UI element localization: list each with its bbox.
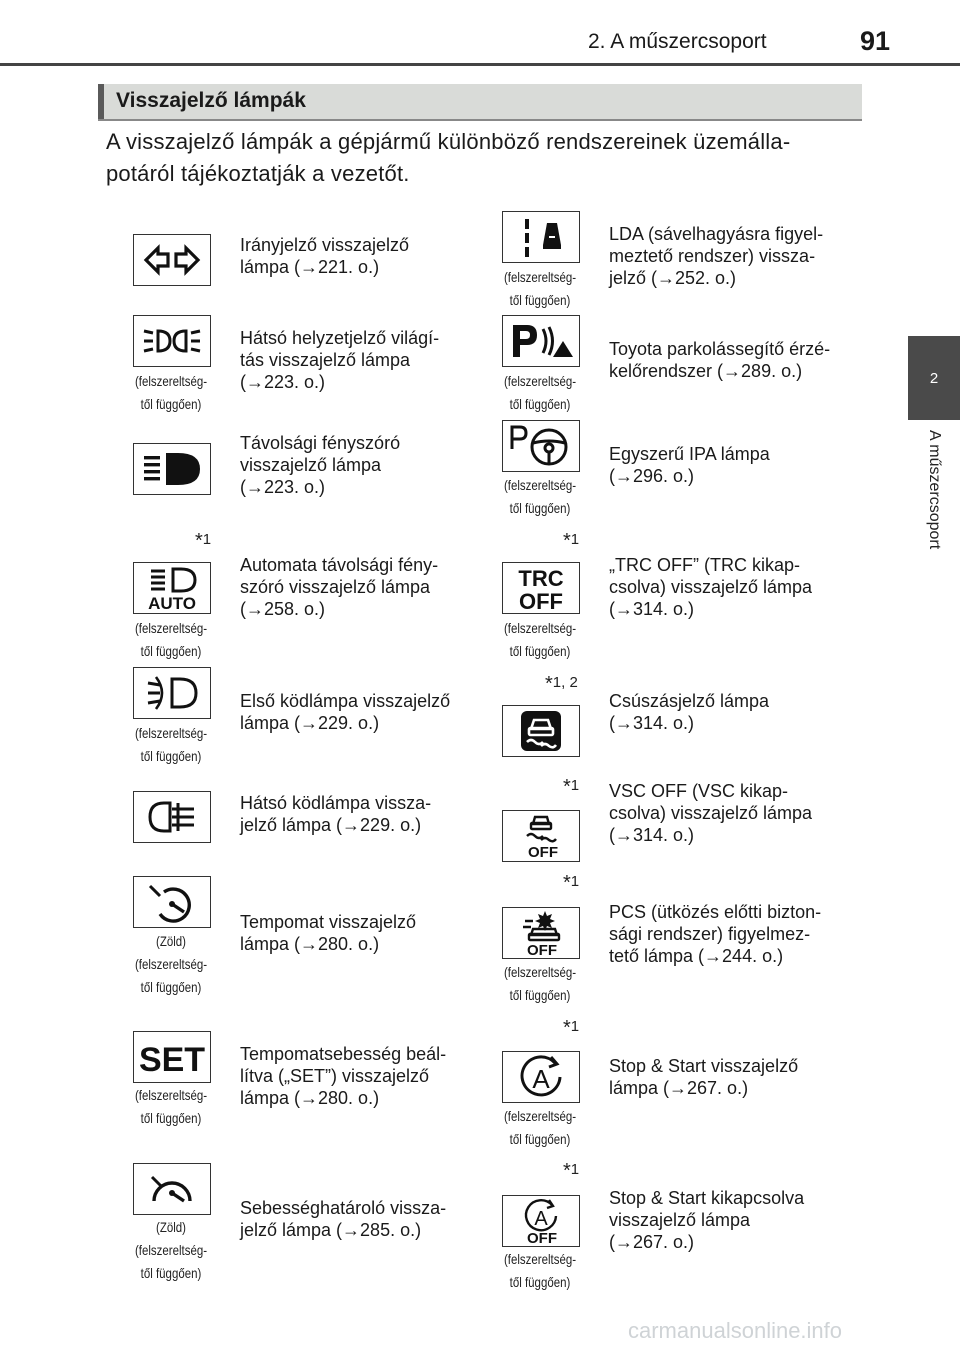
footnote-marker: *1 [563, 1160, 580, 1182]
item-desc-front-fog: Első ködlámpa visszajelző lámpa (→229. o.) [240, 691, 451, 733]
speed-limiter-indicator-icon [133, 1163, 211, 1215]
stop-start-indicator-icon [502, 1051, 580, 1103]
item-desc-stop-start-off: Stop & Start kikapcsolva visszajelző lámpa (→267. o.) [609, 1188, 805, 1252]
availability-note: (felszereltség- től függően) [134, 620, 208, 659]
item-desc-cruise-control: Tempomat visszajelző lámpa (→280. o.) [240, 912, 417, 954]
page-number: 91 [859, 26, 890, 56]
svg-text:OFF: OFF [528, 844, 558, 860]
availability-note: (felszereltség- től függően) [134, 373, 208, 412]
auto-high-beam-indicator-icon [133, 562, 211, 614]
slip-indicator-icon [502, 705, 580, 757]
cruise-set-indicator-icon [133, 1031, 211, 1083]
availability-note: (felszereltség- től függően) [503, 373, 577, 412]
cruise-control-indicator-icon [133, 876, 211, 928]
header-rule [0, 63, 960, 66]
item-desc-cruise-set: Tempomatsebesség beál- lítva („SET”) visszajelző lámpa (→280. o.) [240, 1044, 447, 1108]
chapter-tab [908, 336, 960, 420]
stop-start-off-indicator-icon [502, 1195, 580, 1247]
item-desc-simple-ipa: Egyszerű IPA lámpa (→296. o.) [609, 444, 770, 486]
svg-text:SET: SET [138, 1041, 206, 1079]
availability-note: (felszereltség- től függően) [503, 1108, 577, 1147]
section-title: Visszajelző lámpák [116, 89, 306, 112]
footnote-marker: *1 [563, 776, 580, 798]
item-desc-parking-assist: Toyota parkolássegítő érzé- kelőrendszer (→289. o.) [609, 339, 831, 381]
svg-text:TRC: TRC [518, 566, 564, 591]
footnote-marker: *1 [563, 530, 580, 552]
item-desc-turn-signal: Irányjelző visszajelző lámpa (→221. o.) [240, 235, 410, 277]
footnote-marker: *1 [563, 872, 580, 894]
front-fog-indicator-icon [133, 667, 211, 719]
availability-note: (Zöld) (felszereltség- től függően) [134, 1219, 208, 1281]
footnote-marker: *1 [563, 1017, 580, 1039]
item-desc-vsc-off: VSC OFF (VSC kikap- csolva) visszajelző lámpa (→314. o.) [609, 781, 813, 845]
item-desc-high-beam: Távolsági fényszóró visszajelző lámpa (→223. o.) [240, 433, 401, 497]
item-desc-trc-off: „TRC OFF” (TRC kikap- csolva) visszajelző lámpa (→314. o.) [609, 555, 813, 619]
trc-off-indicator-icon [502, 562, 580, 614]
footnote-marker: *1 [195, 530, 212, 552]
item-desc-auto-high-beam: Automata távolsági fény- szóró visszajelző lámpa (→258. o.) [240, 555, 439, 619]
rear-fog-indicator-icon [133, 791, 211, 843]
availability-note: (felszereltség- től függően) [503, 269, 577, 308]
item-desc-slip-indicator: Csúszásjelző lámpa (→314. o.) [609, 691, 770, 733]
svg-text:OFF: OFF [527, 1230, 557, 1245]
item-desc-pcs: PCS (ütközés előtti bizton- sági rendszer) figyelmez- tető lámpa (→244. o.) [609, 902, 822, 966]
section-rule [98, 119, 862, 121]
availability-note: (felszereltség- től függően) [503, 620, 577, 659]
lda-indicator-icon [502, 211, 580, 263]
parking-assist-indicator-icon [502, 315, 580, 367]
section-header [98, 84, 862, 120]
item-desc-stop-start: Stop & Start visszajelző lámpa (→267. o.) [609, 1056, 799, 1098]
svg-text:OFF: OFF [519, 589, 563, 612]
intro-text: A visszajelző lámpák a gépjármű különböző rendszereinek üzemálla- potáról tájékoztatják a vezetőt. [106, 129, 791, 186]
availability-note: (felszereltség- től függően) [134, 1087, 208, 1126]
footnote-marker: *1, 2 [545, 673, 578, 695]
turn-signal-indicator-icon [133, 234, 211, 286]
svg-text:AUTO: AUTO [148, 594, 196, 611]
watermark: carmanualsonline.info [628, 1318, 843, 1343]
availability-note: (felszereltség- től függően) [134, 725, 208, 764]
availability-note: (felszereltség- től függően) [503, 477, 577, 516]
availability-note: (Zöld) (felszereltség- től függően) [134, 933, 208, 995]
availability-note: (felszereltség- től függően) [503, 964, 577, 1003]
vsc-off-indicator-icon [502, 810, 580, 862]
item-desc-lda: LDA (sávelhagyásra figyel- meztető rendszer) vissza- jelző (→252. o.) [609, 224, 824, 288]
item-desc-tail-light: Hátsó helyzetjelző világí- tás visszajelző lámpa (→223. o.) [240, 328, 440, 392]
chapter-title: 2. A műszercsoport [588, 30, 767, 53]
intro-paragraph [106, 126, 866, 190]
tail-light-indicator-icon [133, 315, 211, 367]
simple-ipa-indicator-icon [502, 420, 580, 472]
chapter-tab-number: 2 [929, 369, 939, 387]
high-beam-indicator-icon [133, 443, 211, 495]
availability-note: (felszereltség- től függően) [503, 1251, 577, 1290]
pcs-warning-indicator-icon [502, 907, 580, 959]
item-desc-rear-fog: Hátsó ködlámpa vissza- jelző lámpa (→229. o.) [240, 793, 432, 835]
svg-text:A: A [534, 1208, 548, 1230]
svg-text:A: A [532, 1064, 550, 1094]
svg-text:OFF: OFF [527, 942, 557, 957]
item-desc-speed-limiter: Sebességhatároló vissza- jelző lámpa (→285. o.) [240, 1198, 447, 1240]
chapter-tab-label: A műszercsoport [926, 430, 943, 550]
